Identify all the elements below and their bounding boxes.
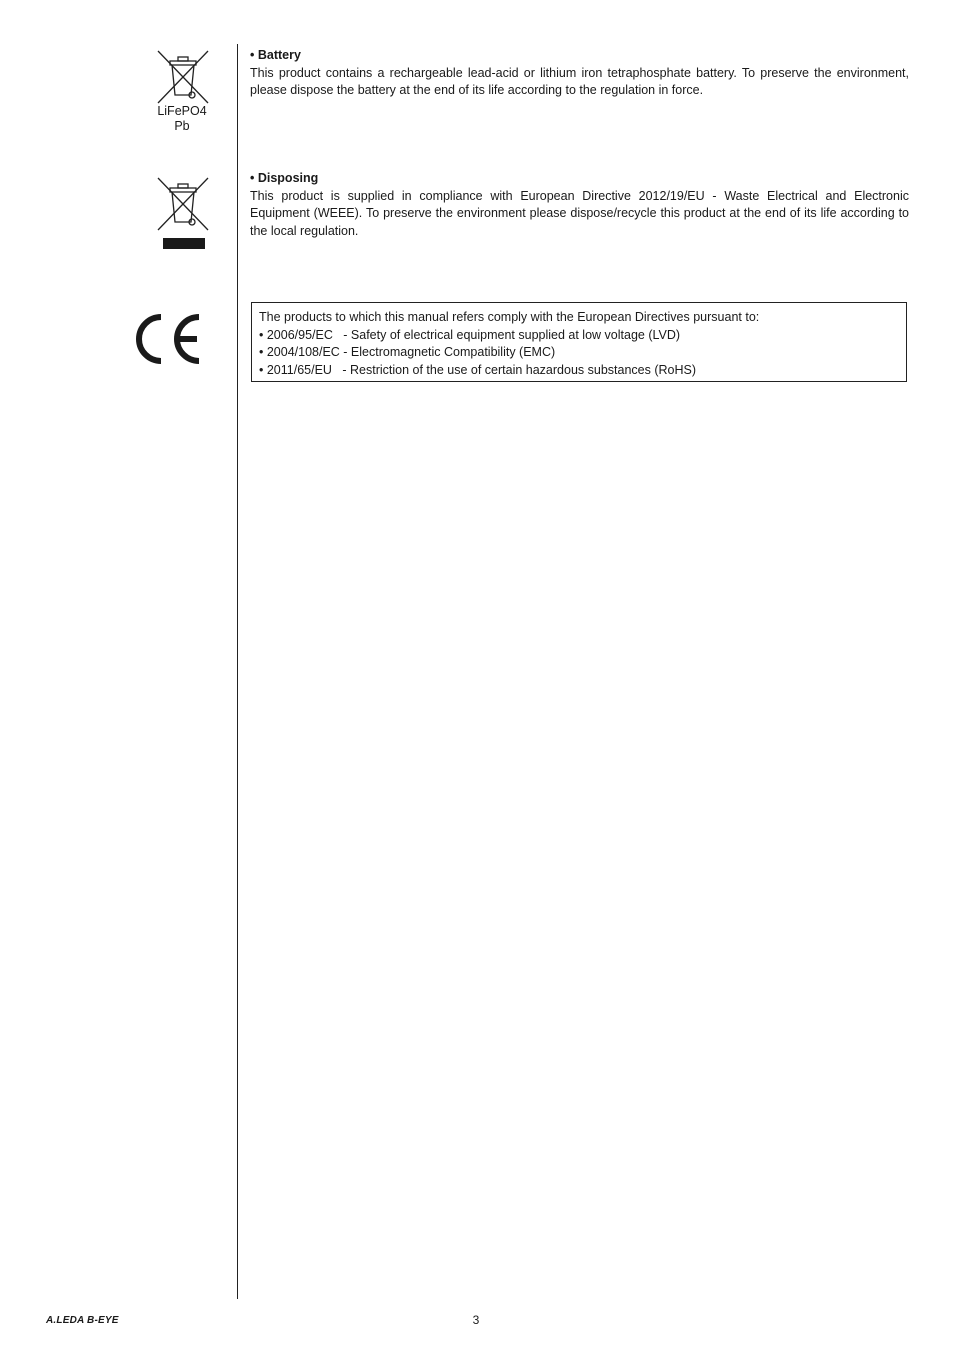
page-number: 3	[472, 1313, 480, 1327]
battery-body: This product contains a rechargeable lead-acid or lithium iron tetraphosphate battery. To preserve the environment, please dispose the battery at the end of its life according to the regulation in force.	[250, 65, 909, 97]
battery-title: • Battery	[250, 48, 301, 62]
battery-type-label	[150, 104, 214, 134]
footer-brand: A.LEDA B-EYE	[46, 1315, 119, 1326]
battery-type-line1: LiFePO4	[157, 104, 207, 118]
compliance-intro: The products to which this manual refers comply with the European Directives pursuant to:	[259, 310, 760, 324]
battery-type-line2: Pb	[174, 119, 190, 133]
ce-mark-icon	[133, 311, 205, 367]
directive-item: • 2006/95/EC - Safety of electrical equipment supplied at low voltage (LVD)	[259, 327, 681, 342]
directive-item: • 2011/65/EU - Restriction of the use of certain hazardous substances (RoHS)	[259, 362, 696, 377]
weee-bin-icon	[156, 176, 210, 232]
disposing-section	[250, 170, 909, 240]
margin-rule	[237, 44, 238, 1299]
disposing-title: • Disposing	[250, 171, 319, 185]
battery-section	[250, 47, 909, 100]
directive-item: • 2004/108/EC - Electromagnetic Compatibility (EMC)	[259, 345, 556, 359]
disposing-body: This product is supplied in compliance with European Directive 2012/19/EU - Waste Electrical and Electronic Equipment (WEEE). To preserve the environment please dispose/recycle this product at the end of its life according to the local regulation.	[250, 188, 909, 238]
weee-bar-icon	[163, 238, 205, 249]
compliance-box	[251, 302, 907, 382]
crossed-out-bin-icon	[156, 49, 210, 105]
